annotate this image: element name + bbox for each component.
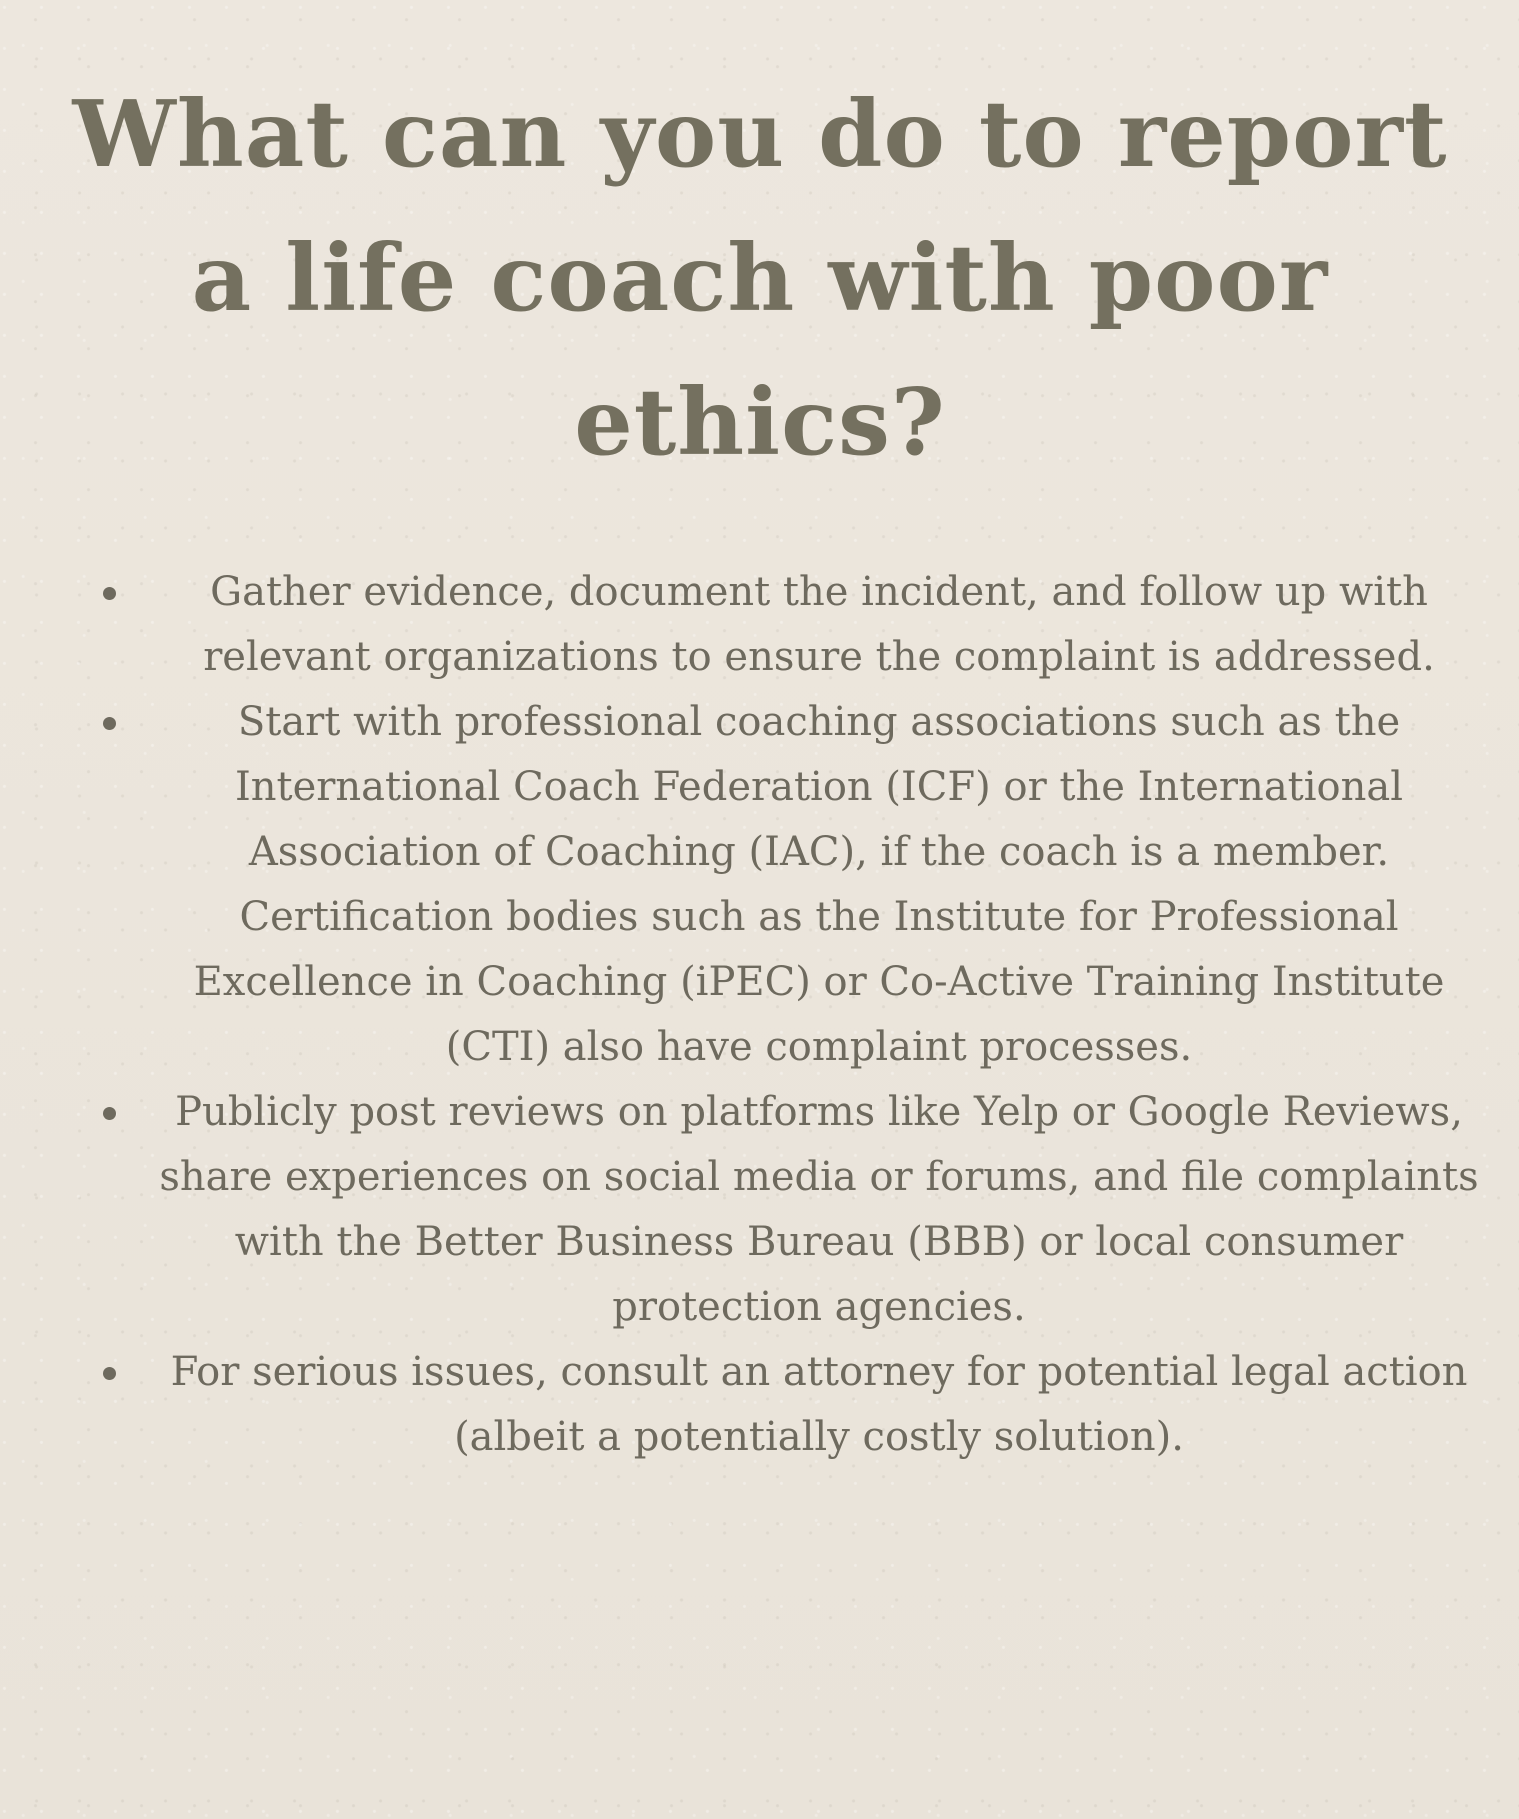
bullet-dot-icon — [103, 1367, 116, 1380]
list-item-text: For serious issues, consult an attorney for potential legal action (albeit a potentially costly solution). — [170, 1349, 1468, 1460]
bullet-dot-icon — [103, 717, 116, 730]
list-item-text: Start with professional coaching associations such as the International Coach Federation (ICF) or the International Association of Coaching (IAC), if the coach is a member. Certification bodies such as the Institute for Professional Excellence in Coaching (iPEC) or Co-Active Training Institute (CTI) also have complaint processes. — [193, 699, 1445, 1070]
list-item — [95, 1080, 1495, 1340]
list-item — [95, 690, 1495, 1080]
list-item — [95, 1340, 1495, 1470]
bullet-dot-icon — [103, 1107, 116, 1120]
list-item-text: Gather evidence, document the incident, and follow up with relevant organizations to ensure the complaint is addressed. — [203, 569, 1435, 680]
bullet-list — [95, 560, 1495, 1470]
list-item-text: Publicly post reviews on platforms like Yelp or Google Reviews, share experiences on social media or forums, and file complaints with the Better Business Bureau (BBB) or local consumer protection agencies. — [159, 1089, 1479, 1330]
list-item — [95, 560, 1495, 690]
page-title: What can you do to report a life coach with poor ethics? — [72, 80, 1448, 476]
bullet-dot-icon — [103, 587, 116, 600]
